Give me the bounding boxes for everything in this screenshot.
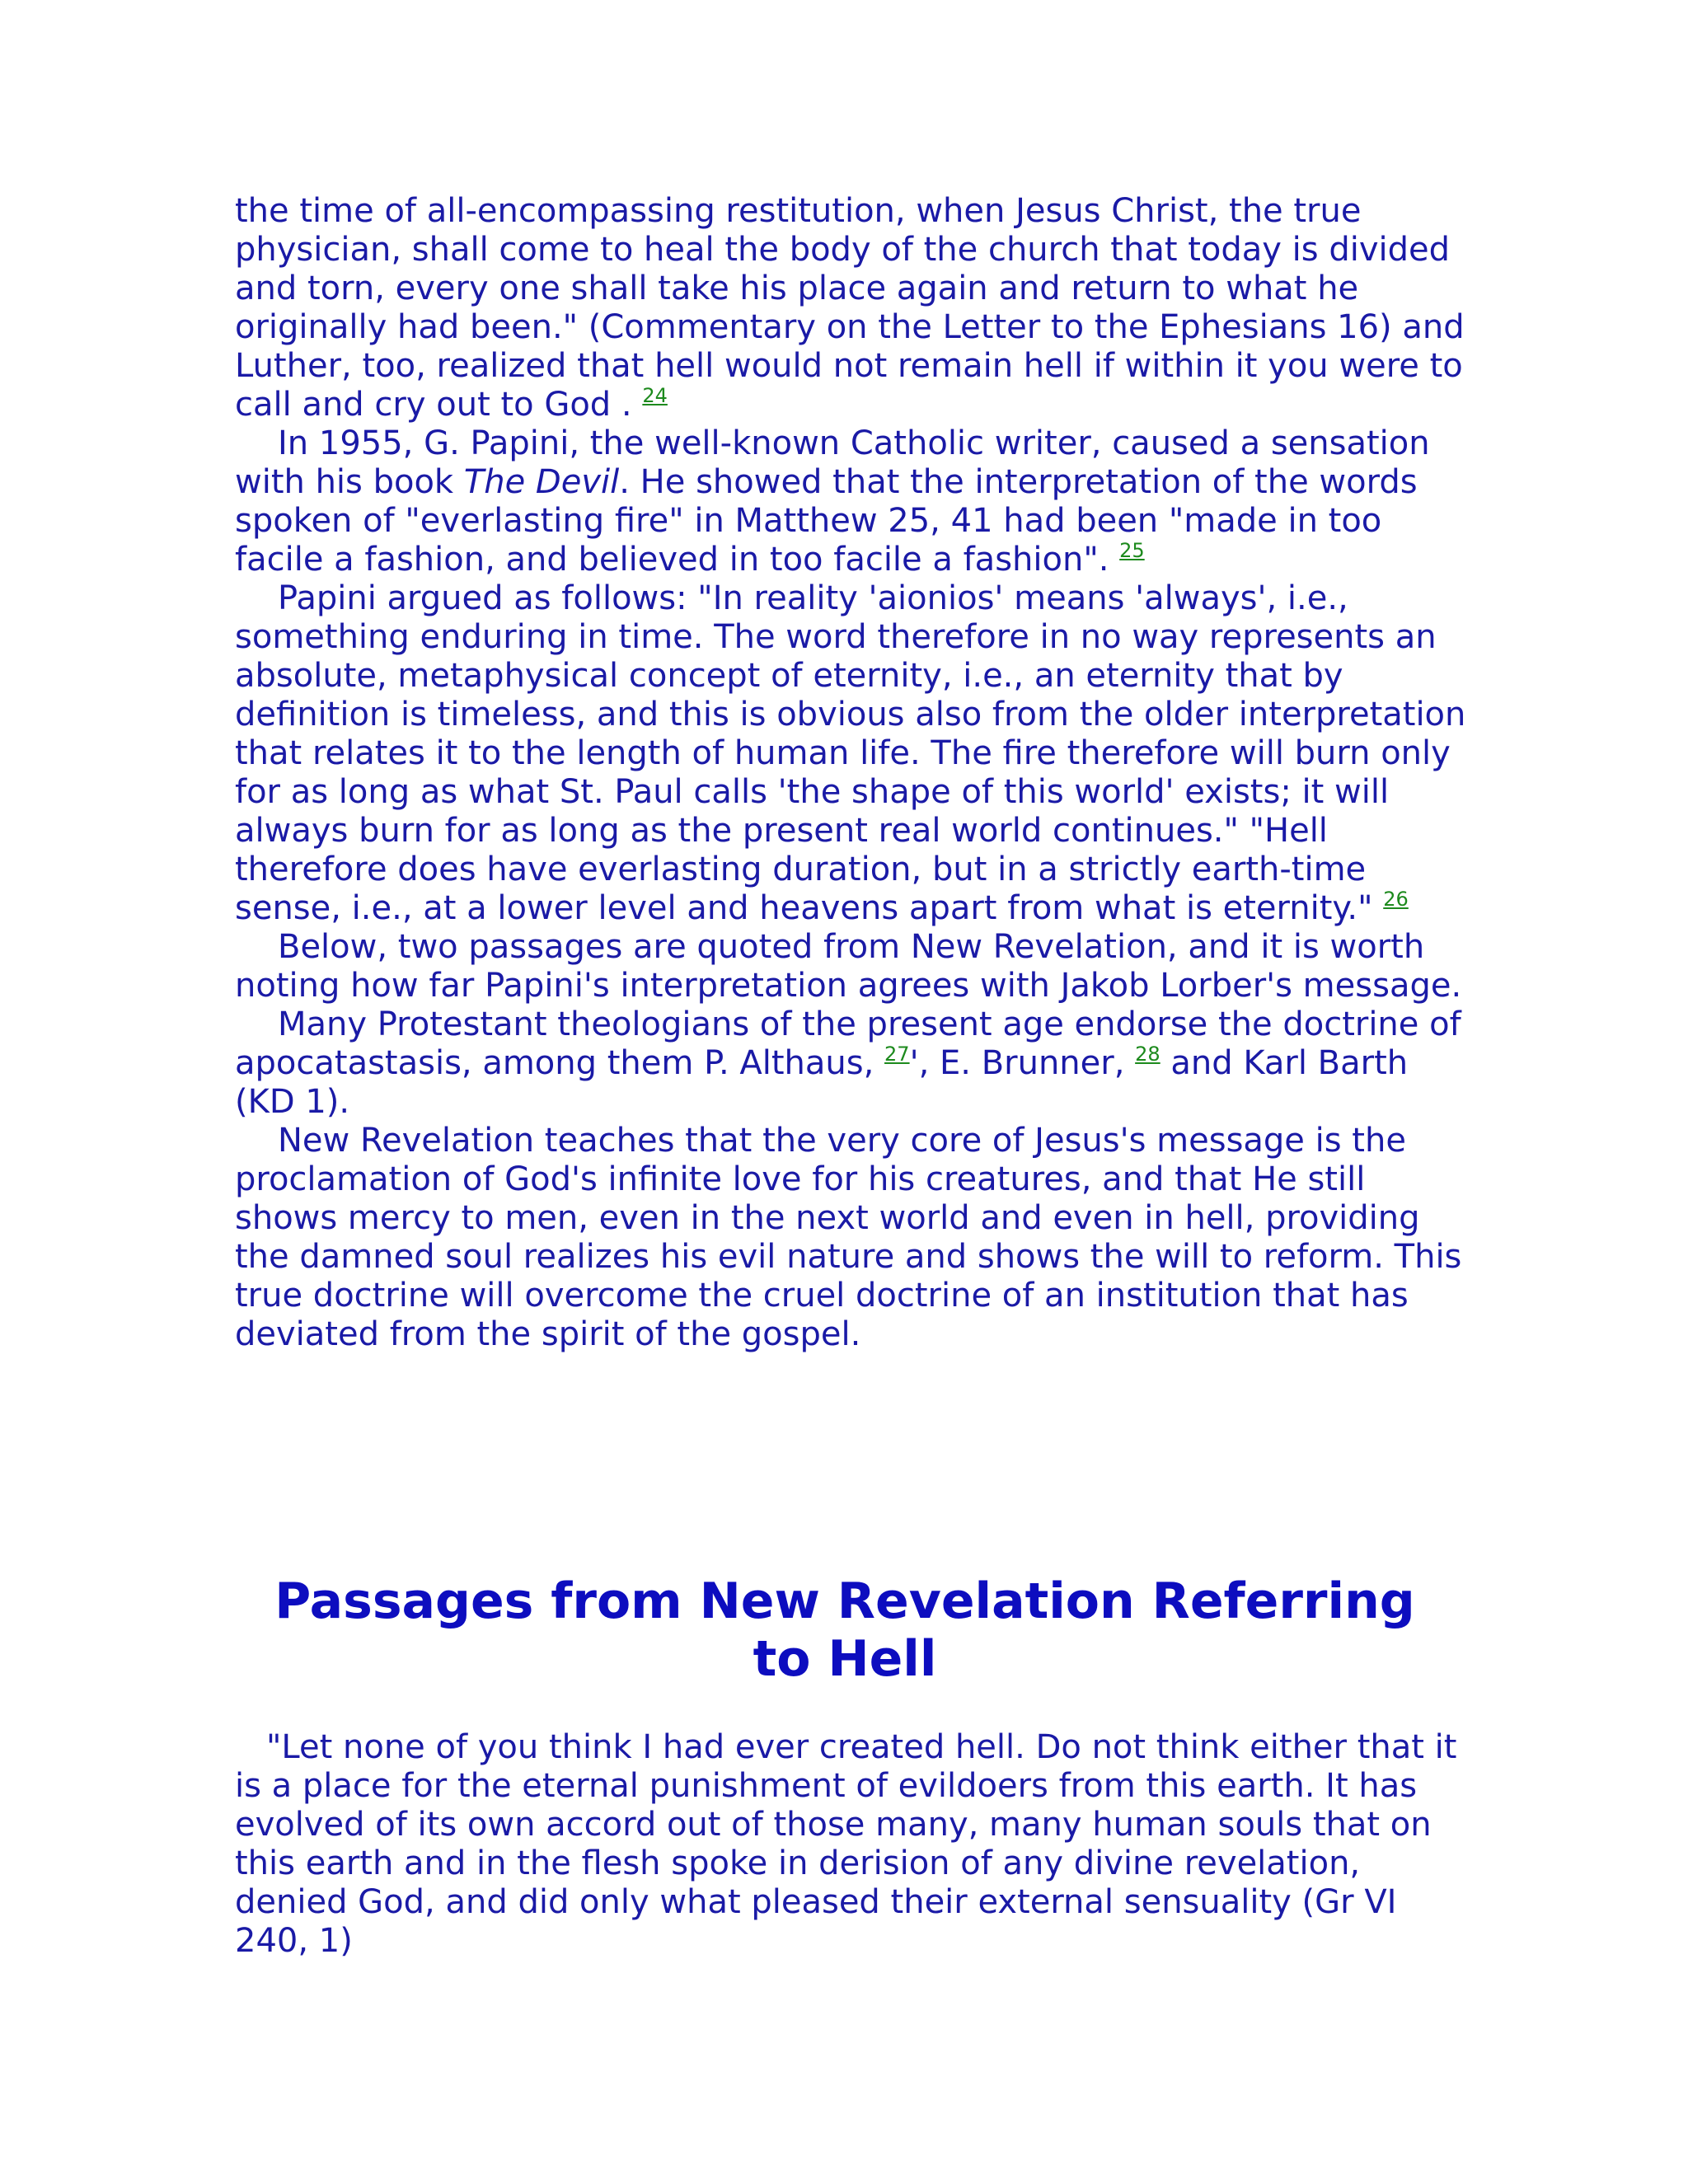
- footnote-link-24[interactable]: 24: [642, 384, 668, 407]
- book-title: The Devil: [463, 463, 620, 501]
- paragraph-papini-argument: Papini argued as follows: "In reality 'aionios' means 'always', i.e., something enduring in time. The word therefore in no way represents an absolute, metaphysical concept of eternity, i.e., an eternity that by definition is timeless, and this is obvious also from the older interpretation that relates it to the length of human life. The fire therefore will burn only for as long as what St. Paul calls 'the shape of this world' exists; it will always burn for as long as the present real world continues." "Hell therefore does have everlasting duration, but in a strictly earth-time sense, i.e., at a lower level and heavens apart from what is eternity." $^{26}$: [235, 579, 1466, 927]
- body-text: [235, 192, 1471, 1354]
- paragraph-passages-intro: Below, two passages are quoted from New Revelation, and it is worth noting how far Papini's interpretation agrees with Jakob Lorber's message.: [235, 928, 1462, 1005]
- paragraph-protestant-theologians: Many Protestant theologians of the present age endorse the doctrine of apocatastasis, among them P. Althaus, $^{27}$', E. Brunner, $^{28}$ and Karl Barth (KD 1).: [235, 1005, 1461, 1121]
- paragraph-new-revelation-teaching: New Revelation teaches that the very core of Jesus's message is the proclamation of God's infinite love for his creatures, and that He still shows mercy to men, even in the next world and even in hell, providing the damned soul realizes his evil nature and shows the will to reform. This true doctrine will overcome the cruel doctrine of an institution that has deviated from the spirit of the gospel.: [235, 1122, 1462, 1353]
- quote-paragraph: "Let none of you think I had ever created hell. Do not think either that it is a place for the eternal punishment of evildoers from this earth. It has evolved of its own accord out of those many, many human souls that on this earth and in the flesh spoke in derision of any divine revelation, denied God, and did only what pleased their external sensuality (Gr VI 240, 1): [235, 1728, 1457, 1960]
- footnote-link-28[interactable]: 28: [1135, 1043, 1160, 1066]
- section-heading: Passages from New Revelation Referring to Hell: [274, 1572, 1415, 1688]
- footnote-link-26[interactable]: 26: [1383, 888, 1409, 911]
- paragraph-papini-devil: In 1955, G. Papini, the well-known Catholic writer, caused a sensation with his book The Devil. He showed that the interpretation of the words spoken of "everlasting fire" in Matthew 25, 41 had been "made in too facile a fashion, and believed in too facile a fashion". $^{25}$: [235, 424, 1430, 579]
- footnote-link-27[interactable]: 27: [884, 1043, 910, 1066]
- paragraph-restitution: the time of all-encompassing restitution, when Jesus Christ, the true physician, shall come to heal the body of the church that today is divided and torn, every one shall take his place again and return to what he originally had been." (Commentary on the Letter to the Ephesians 16) and Luther, too, realized that hell would not remain hell if within it you were to call and cry out to God . $^{24}$: [235, 192, 1465, 424]
- quote-block: [235, 1728, 1471, 1961]
- footnote-link-25[interactable]: 25: [1119, 539, 1145, 562]
